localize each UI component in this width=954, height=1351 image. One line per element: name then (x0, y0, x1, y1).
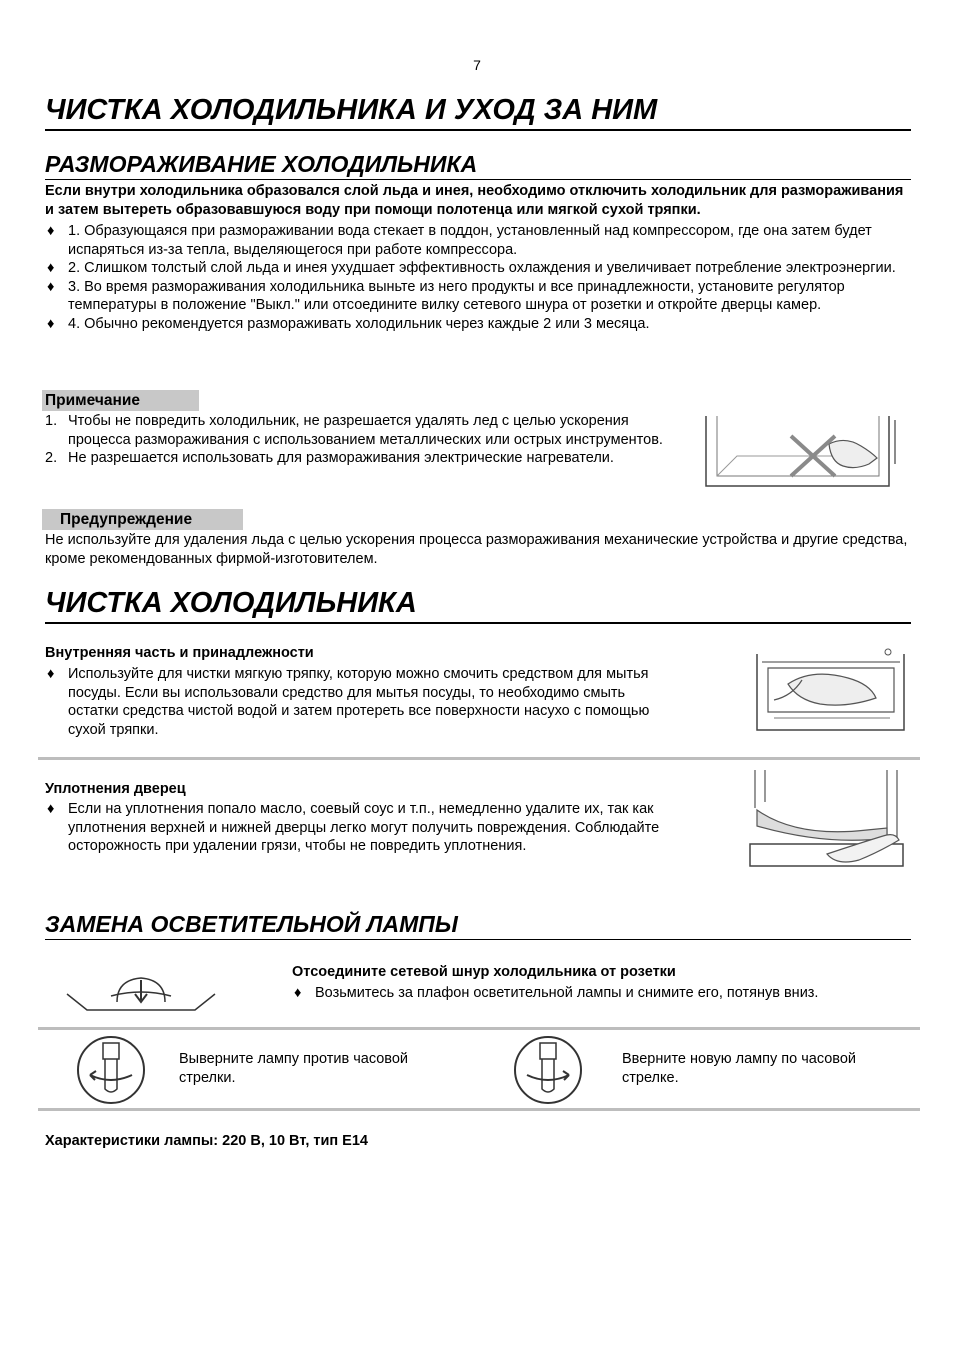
section-divider (38, 757, 920, 760)
list-item: ♦ 2. Слишком толстый слой льда и инея ухудшает эффективность охлаждения и увеличивает потребление электроэнергии. (47, 260, 896, 276)
note-label: Примечание (42, 390, 199, 411)
wiping-interior-illustration (754, 648, 908, 732)
defrost-list (45, 222, 915, 333)
interior-list (45, 665, 670, 739)
defrost-title: РАЗМОРАЖИВАНИЕ ХОЛОДИЛЬНИКА (45, 150, 911, 180)
lamp-step2-text: Выверните лампу против часовой стрелки. (179, 1051, 408, 1086)
lamp-spec: Характеристики лампы: 220 В, 10 Вт, тип E14 (45, 1133, 368, 1149)
section-divider (38, 1027, 920, 1030)
lamp-step1-heading: Отсоедините сетевой шнур холодильника от розетки (292, 964, 676, 980)
no-scraping-ice-illustration (703, 414, 899, 490)
note-list (45, 412, 677, 468)
warning-label: Предупреждение (42, 509, 243, 530)
main-title: ЧИСТКА ХОЛОДИЛЬНИКА И УХОД ЗА НИМ (45, 93, 911, 131)
interior-heading: Внутренняя часть и принадлежности (45, 645, 314, 661)
lamp-cover-removal-icon (65, 972, 217, 1018)
list-item: ♦ 4. Обычно рекомендуется размораживать холодильник через каждые 2 или 3 месяца. (47, 315, 650, 332)
page-number: 7 (473, 57, 481, 73)
cleaning-title: ЧИСТКА ХОЛОДИЛЬНИКА (45, 586, 911, 624)
list-item: 2. Не разрешается использовать для размораживания электрические нагреватели. (45, 450, 614, 466)
lamp-title: ЗАМЕНА ОСВЕТИТЕЛЬНОЙ ЛАМПЫ (45, 910, 911, 940)
list-item: ♦ 3. Во время размораживания холодильника выньте из него продукты и все принадлежности, установите регулятор температуры в положение "Выкл." или отсоедините вилку сетевого шнура от розетки и откройте дверцы камер. (47, 278, 845, 313)
list-item: ♦ 1. Образующаяся при размораживании вода стекает в поддон, установленный над компрессором, где она затем будет испаряться из-за тепла, выделяющегося при работе компрессора. (47, 223, 872, 258)
wiping-door-seal-illustration (747, 768, 909, 870)
list-item: ♦ Возьмитесь за плафон осветительной лампы и снимите его, потянув вниз. (294, 985, 819, 1001)
list-item: ♦ Если на уплотнения попало масло, соевый соус и т.п., немедленно удалите их, так как уплотнения верхней и нижней дверцы легко могут получить повреждения. Соблюдайте осторожность при удалении грязи, чтобы не повредить уплотнения. (47, 801, 660, 854)
lamp-unscrew-icon (76, 1035, 146, 1105)
list-item: ♦ Используйте для чистки мягкую тряпку, которую можно смочить средством для мытья посуды. Если вы использовали средство для мытья посуды, то необходимо смыть остатки средства чистой водой и затем протереть все поверхности насухо с помощью сухой тряпки. (47, 666, 650, 738)
seals-list (45, 800, 670, 856)
warning-text: Не используйте для удаления льда с целью ускорения процесса размораживания механические устройства и другие средства, кроме рекомендованных фирмой-изготовителем. (45, 532, 908, 567)
section-divider (38, 1108, 920, 1111)
lamp-step3-text: Вверните новую лампу по часовой стрелке. (622, 1051, 856, 1086)
defrost-intro: Если внутри холодильника образовался слой льда и инея, необходимо отключить холодильник для размораживания и затем вытереть образовавшуюся воду при помощи полотенца или мягкой сухой тряпки. (45, 183, 904, 218)
lamp-screw-in-icon (513, 1035, 583, 1105)
seals-heading: Уплотнения дверец (45, 781, 186, 797)
lamp-step1-list (292, 984, 912, 1003)
list-item: 1. Чтобы не повредить холодильник, не разрешается удалять лед с целью ускорения процесса размораживания с использованием металлических или острых инструментов. (45, 413, 663, 448)
